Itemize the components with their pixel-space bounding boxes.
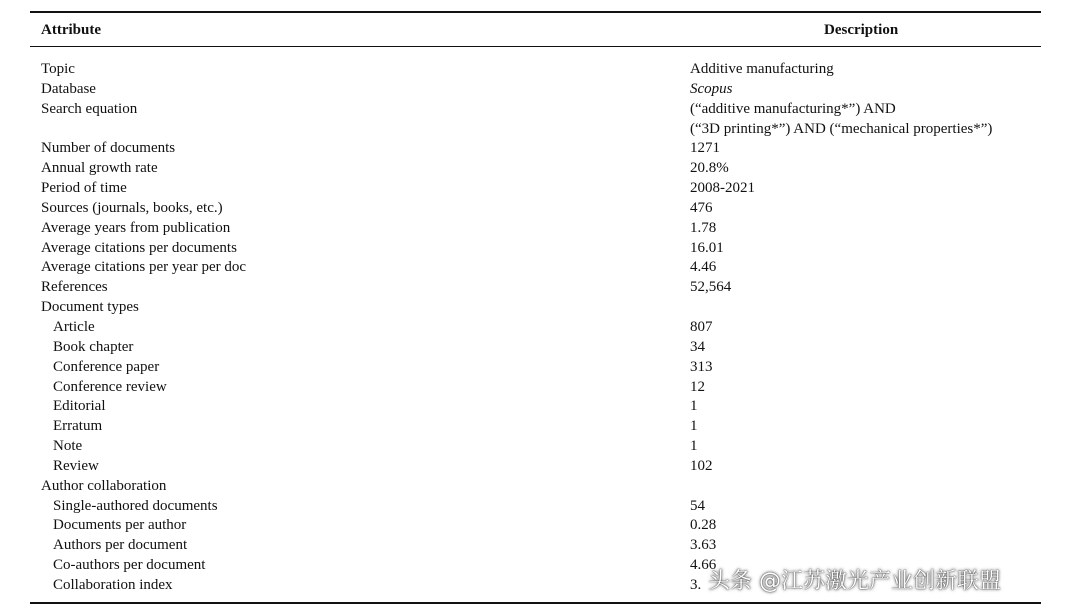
attribute-cell: Average citations per year per doc [41,259,247,276]
table-row [0,239,1080,259]
table-bottom-rule [30,602,1041,604]
description-cell: (“additive manufacturing*”) AND [690,100,896,117]
table-row [0,397,1080,417]
table-row [0,358,1080,378]
table-row [0,417,1080,437]
table-row [0,100,1080,120]
description-cell: 16.01 [690,239,724,256]
description-cell: 313 [690,358,713,375]
table-row [0,318,1080,338]
table-row [0,457,1080,477]
description-cell: 1 [690,398,698,415]
table-top-rule [30,11,1041,13]
attribute-cell: Article [53,318,95,335]
description-cell: 3. [690,576,702,593]
attribute-cell: Search equation [41,100,138,117]
attribute-cell: Authors per document [53,537,188,554]
table-row [0,199,1080,219]
table-row [0,378,1080,398]
column-header-description: Description [824,22,899,38]
attribute-cell: Conference review [53,378,167,395]
table-row [0,120,1080,140]
attribute-cell: Single-authored documents [53,497,218,514]
table-row [0,60,1080,80]
description-cell: Additive manufacturing [690,61,834,77]
table-row [0,477,1080,497]
attribute-cell: Documents per author [53,517,187,534]
attribute-cell: Erratum [53,418,103,435]
attribute-cell: Number of documents [41,140,176,157]
description-cell: Scopus [690,80,733,97]
attribute-cell: Period of time [41,180,127,197]
description-cell: 54 [690,497,705,514]
attribute-cell: Book chapter [53,338,134,355]
description-cell: 102 [690,457,713,474]
table-header-rule [30,46,1041,47]
table-row [0,298,1080,318]
attribute-cell: Topic [41,61,75,77]
description-cell: 4.66 [690,557,717,574]
table-body [0,60,1080,596]
description-cell: 0.28 [690,517,717,534]
description-cell: 34 [690,338,705,355]
description-cell: 52,564 [690,279,732,296]
description-cell: 1271 [690,140,720,157]
table-row [0,497,1080,517]
table-row [0,437,1080,457]
table-row [0,80,1080,100]
description-cell: 3.63 [690,537,717,554]
table-row [0,278,1080,298]
description-cell: 2008-2021 [690,180,755,197]
description-cell: (“3D printing*”) AND (“mechanical properties*”) [690,120,993,137]
attribute-cell: Author collaboration [41,477,167,494]
description-cell: 1 [690,438,698,455]
attribute-cell: Average years from publication [41,219,231,236]
attribute-cell: Database [41,80,96,97]
column-header-attribute: Attribute [41,22,101,38]
attribute-cell: References [41,279,108,296]
attribute-cell: Note [53,438,83,455]
table-row [0,258,1080,278]
attribute-cell: Review [53,457,99,474]
description-cell: 4.46 [690,259,717,276]
watermark: 头条 @江苏激光产业创新联盟 [708,569,1001,594]
attribute-cell: Annual growth rate [41,160,158,177]
attribute-cell: Co-authors per document [53,557,206,574]
attribute-cell: Sources (journals, books, etc.) [41,199,223,216]
description-cell: 12 [690,378,705,395]
description-cell: 476 [690,199,713,216]
attribute-cell: Collaboration index [53,576,173,593]
attribute-cell: Conference paper [53,358,160,375]
attribute-cell: Document types [41,299,139,316]
table-row [0,159,1080,179]
table-row [0,179,1080,199]
table-row [0,139,1080,159]
attribute-cell: Editorial [53,398,106,415]
description-cell: 807 [690,318,713,335]
attribute-cell: Average citations per documents [41,239,237,256]
description-cell: 20.8% [690,160,729,177]
table-row [0,516,1080,536]
description-cell: 1.78 [690,219,717,236]
table-row [0,536,1080,556]
table-row [0,219,1080,239]
description-cell: 1 [690,418,698,435]
table-row [0,338,1080,358]
